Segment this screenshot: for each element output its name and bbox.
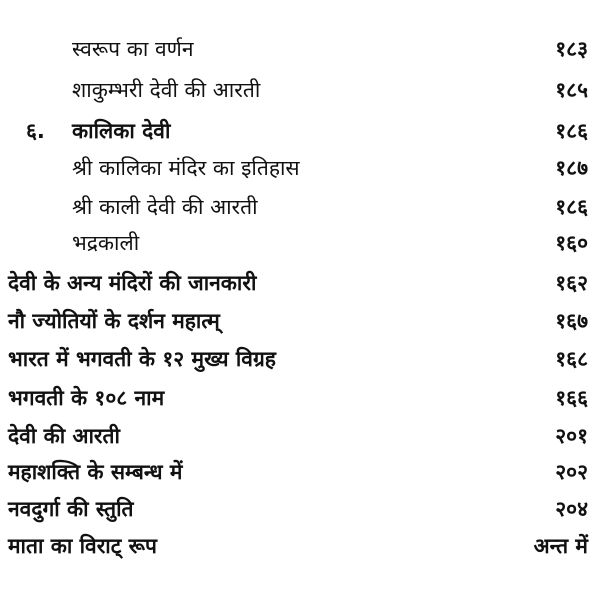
toc-row (0, 228, 600, 258)
toc-entry-page: १८६ (555, 119, 588, 143)
toc-row (0, 153, 600, 183)
toc-entry-title: महाशक्ति के सम्बन्ध में (8, 460, 183, 484)
toc-entry-page: १८६ (555, 195, 588, 219)
toc-entry-page: अन्त में (533, 534, 588, 558)
toc-entry-title: शाकुम्भरी देवी की आरती (72, 78, 261, 102)
toc-entry-page: २०१ (555, 424, 588, 448)
toc-row (0, 268, 600, 298)
toc-row (0, 192, 600, 222)
toc-row (0, 306, 600, 336)
toc-entry-title: माता का विराट् रूप (8, 534, 157, 558)
toc-section-number: ६. (26, 119, 45, 143)
toc-entry-page: १६८ (555, 347, 588, 371)
toc-entry-title: देवी के अन्य मंदिरों की जानकारी (8, 271, 257, 295)
toc-entry-page: १६६ (555, 386, 588, 410)
toc-row (0, 494, 600, 524)
toc-row (0, 34, 600, 64)
toc-entry-title: भारत में भगवती के १२ मुख्य विग्रह (8, 347, 276, 371)
toc-entry-page: १६२ (555, 271, 588, 295)
toc-entry-page: २०२ (555, 460, 588, 484)
toc-row (0, 344, 600, 374)
toc-entry-title: नवदुर्गा की स्तुति (8, 497, 134, 521)
toc-row (0, 421, 600, 451)
toc-row (0, 116, 600, 146)
toc-row (0, 531, 600, 561)
toc-row (0, 457, 600, 487)
toc-entry-page: १८५ (555, 78, 588, 102)
toc-entry-page: १८७ (555, 156, 588, 180)
toc-entry-page: १६७ (555, 309, 588, 333)
toc-entry-page: १८३ (555, 37, 588, 61)
toc-entry-title: श्री काली देवी की आरती (72, 195, 258, 219)
toc-entry-title: भद्रकाली (72, 231, 140, 255)
toc-entry-title: नौ ज्योतियों के दर्शन महात्म् (8, 309, 220, 333)
toc-entry-title: भगवती के १०८ नाम (8, 386, 165, 410)
toc-row (0, 75, 600, 105)
toc-entry-title: देवी की आरती (8, 424, 120, 448)
toc-entry-title: कालिका देवी (72, 119, 171, 143)
toc-entry-page: १६० (555, 231, 588, 255)
toc-entry-title: श्री कालिका मंदिर का इतिहास (72, 156, 300, 180)
toc-entry-title: स्वरूप का वर्णन (72, 37, 194, 61)
toc-entry-page: २०४ (555, 497, 588, 521)
toc-row (0, 383, 600, 413)
